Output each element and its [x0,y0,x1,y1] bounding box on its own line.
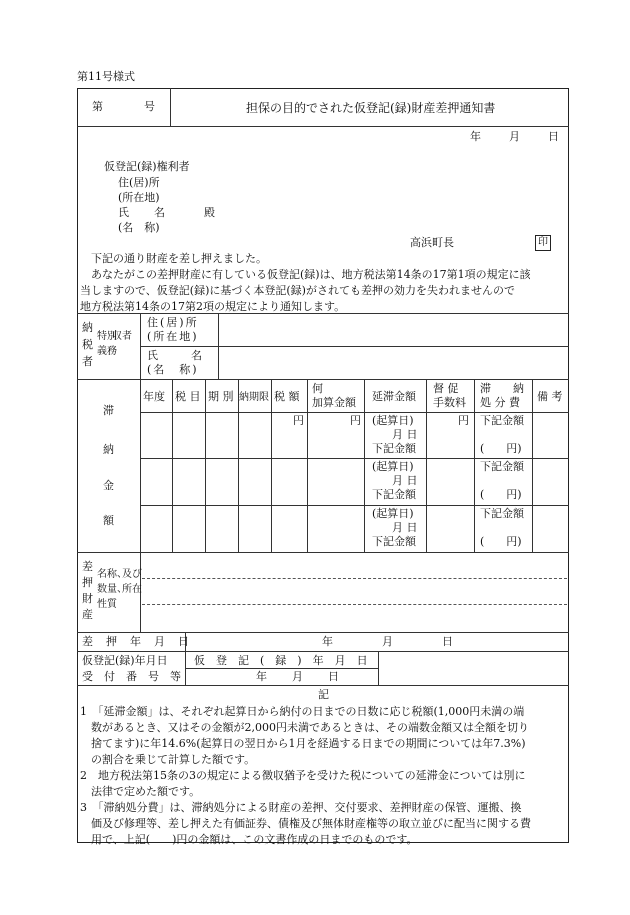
body-line-2: あなたがこの差押財産に有している仮登記(録)は、地方税法第14条の17第1項の規定に該 [80,268,531,281]
seized-label-2: 押 [82,576,93,589]
taxpayer-sub-3: 義務 [97,346,117,357]
seized-sub-3: 性質 [97,599,117,610]
col-tax-item: 税 目 [175,390,201,403]
seized-label-3: 財 [82,592,93,605]
row2-proc-yen: ( 円) [480,488,522,501]
note-line-8: 価及び修理等、差し押えた有価証券、債権及び無体財産権等の取立並びに配当に関する費 [80,817,531,830]
form-number: 第11号様式 [77,70,135,83]
taxpayer-name-alt-label: (名 称) [147,363,199,376]
row3-start-date: (起算日) [372,507,414,520]
col-disposition-2: 処 分 費 [480,396,520,409]
row1-month-day: 月 日 [392,428,418,441]
taxpayer-location-label: (所在地) [147,330,199,343]
body-line-1: 下記の通り財産を差し押えました。 [80,252,267,265]
document-title: 担保の目的でされた仮登記(録)財産差押通知書 [246,101,496,115]
col-add-2: 加算金額 [312,396,356,409]
col-tax-amount: 税 額 [274,390,300,403]
row1-proc-amount: 下記金額 [480,414,524,427]
official-seal: 印 [535,235,551,251]
addressee-honorific: 殿 [204,206,215,219]
note-line-4: の割合を乗じて計算した額です。 [80,753,256,766]
seized-label-1: 差 [82,560,93,573]
addressee-address-label: 住(居)所 [118,176,160,189]
row3-below-amount: 下記金額 [372,535,416,548]
seized-sub-5: 所在 [122,584,142,595]
issuer-name: 高浜町長 [410,236,454,249]
fee-unit: 円 [458,414,469,427]
row3-proc-amount: 下記金額 [480,507,524,520]
col-fiscal-year: 年度 [143,390,165,403]
body-line-4: 地方税法第14条の17第2項の規定により通知します。 [80,300,346,313]
prov-reg-label: 仮登記(録)年月日 [82,654,168,667]
taxpayer-label-1: 納 [82,321,93,334]
body-line-3: 当しますので、仮登記(録)に基づく本登記(録)がされても差押の効力を失われませんので [80,284,515,297]
tax-unit: 円 [293,414,304,427]
seized-sub-2: 数量、 [97,584,127,595]
delinquent-label-1: 滞 [103,404,114,417]
taxpayer-label-3: 者 [82,355,93,368]
row3-month-day: 月 日 [392,521,418,534]
note-line-1: 1 「延滞金額」は、それぞれ起算日から納付の日までの日数に応じ税額(1,000円未満の端 [80,705,525,718]
col-reminder-1: 督 促 [433,382,459,395]
taxpayer-label-2: 税 [82,338,93,351]
note-line-6: 法律で定めた額です。 [80,785,201,798]
receipt-value: 年 月 日 [256,670,340,683]
seize-date-value: 年 月 日 [322,635,454,648]
row1-start-date: (起算日) [372,414,414,427]
row2-start-date: (起算日) [372,460,414,473]
addressee-role: 仮登記(録)権利者 [104,160,190,173]
issue-date: 年 月 日 [470,130,561,143]
taxpayer-sub-1: 特別 [97,331,117,342]
delinquent-label-4: 額 [103,514,114,527]
note-line-7: 3 「滞納処分費」は、滞納処分による財産の差押、交付要求、差押財産の保管、運搬、換 [80,801,522,814]
col-late-fee: 延滞金額 [372,390,416,403]
taxpayer-sub-2: 収者 [112,331,132,342]
notes-title: 記 [318,688,329,701]
row1-below-amount: 下記金額 [372,442,416,455]
note-line-2: 数があるとき、又はその金額が2,000円未満であるときは、その端数金額又は全額を切り [80,721,530,734]
row2-month-day: 月 日 [392,474,418,487]
addressee-location-label: (所在地) [118,191,160,204]
col-disposition-1: 滞 納 [480,382,524,395]
seized-label-4: 産 [82,608,93,621]
col-add-1: 何 [312,382,323,395]
seize-date-label: 差 押 年 月 日 [82,635,190,648]
taxpayer-name-label: 氏 名 [147,349,202,362]
delinquent-label-3: 金 [103,479,114,492]
delinquent-label-2: 納 [103,443,114,456]
taxpayer-address-label: 住(居)所 [147,316,199,329]
note-line-3: 捨てます)に年14.6%(起算日の翌日から1月を経過する日までの期間については年7.3%) [80,737,526,750]
col-period: 期 別 [208,390,234,403]
add-unit: 円 [350,414,361,427]
col-reminder-2: 手数料 [433,396,466,409]
addressee-name-alt-label: (名 称) [118,221,160,234]
prov-reg-value: 仮 登 記 ( 録 ) 年 月 日 [194,654,368,667]
row2-proc-amount: 下記金額 [480,460,524,473]
col-due-date: 納期限 [239,392,269,403]
row2-below-amount: 下記金額 [372,488,416,501]
col-remarks: 備 考 [537,390,563,403]
row1-proc-yen: ( 円) [480,442,522,455]
row3-proc-yen: ( 円) [480,535,522,548]
note-line-5: 2 地方税法第15条の3の規定による徴収猶予を受けた税についての延滞金については別に [80,769,526,782]
addressee-name-label: 氏 名 [118,206,166,219]
seized-sub-4: 及び [122,569,142,580]
receipt-label: 受 付 番 号 等 [82,670,181,683]
seized-sub-1: 名称、 [97,569,127,580]
document-number-label: 第 号 [92,100,157,113]
note-line-9: 用で、上記( )円の金額は、この文書作成の日までのものです。 [80,833,418,846]
